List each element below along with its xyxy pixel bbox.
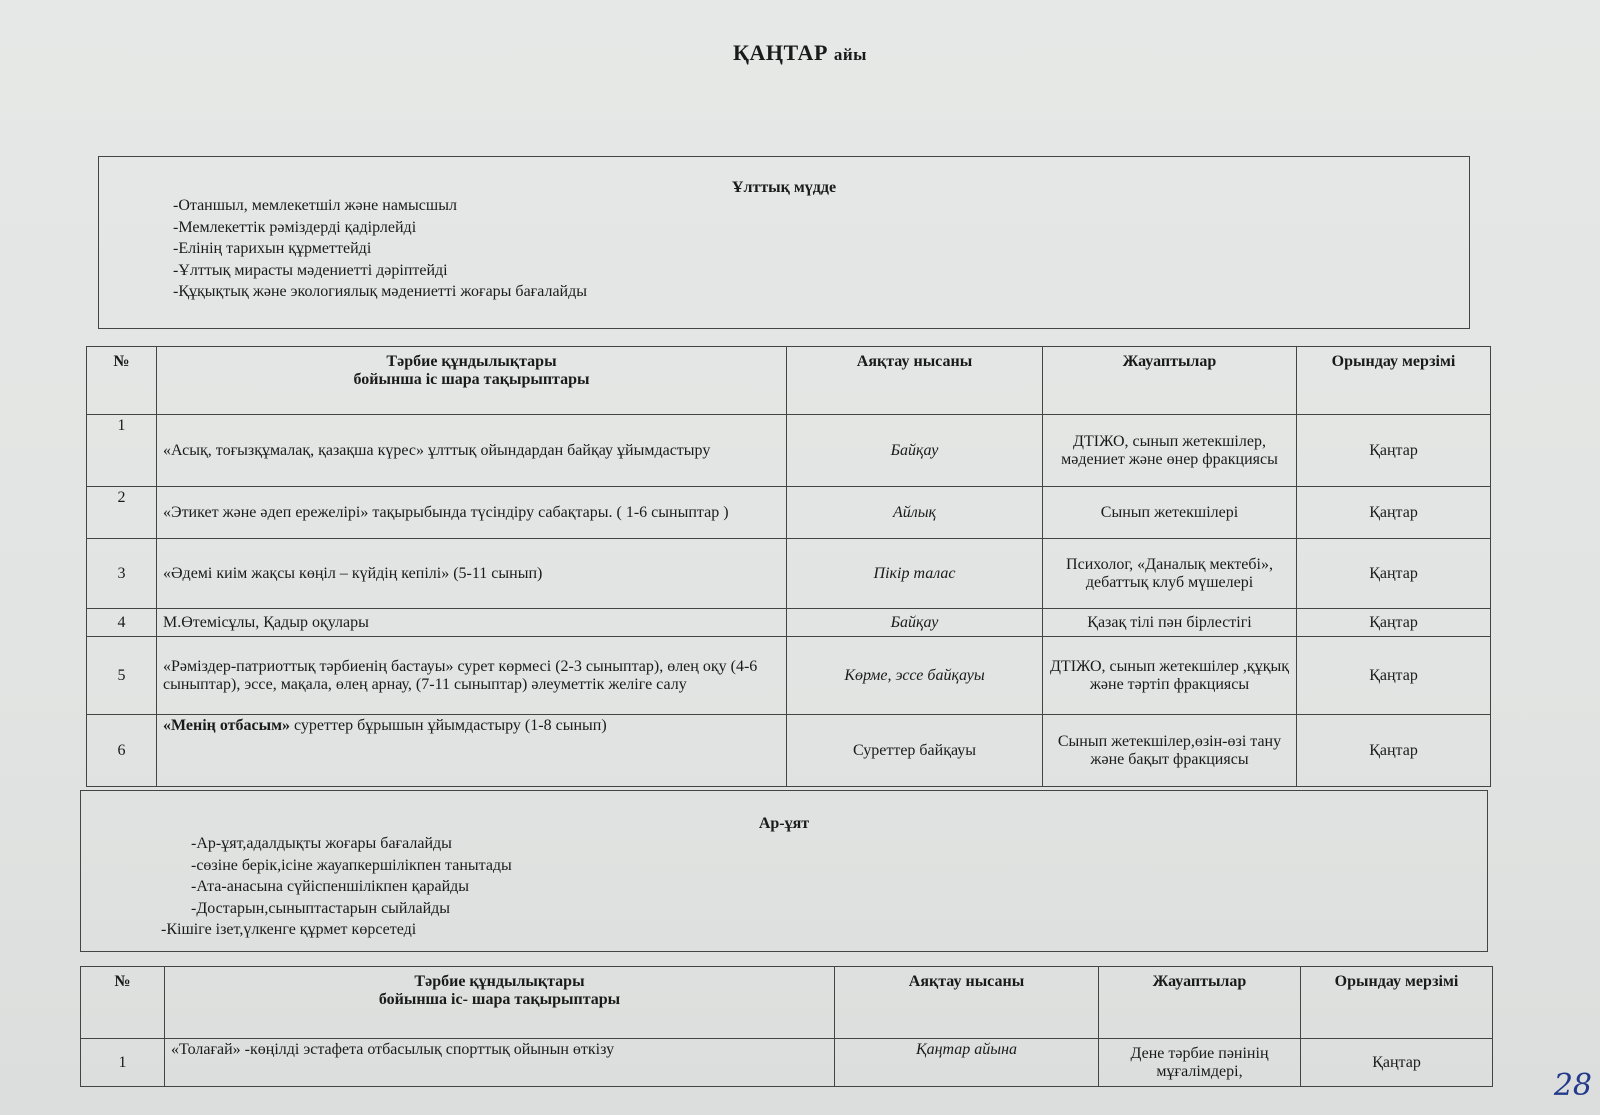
row-responsible: Сынып жетекшілер,өзін-өзі тану және бақыт фракциясы (1043, 715, 1297, 787)
row-form: Қаңтар айына (835, 1039, 1099, 1087)
header-topic-line2: бойынша іс- шара тақырыптары (378, 991, 621, 1008)
row-form: Пікір талас (787, 539, 1043, 609)
row-topic-rest: суреттер бұрышын ұйымдастыру (1-8 сынып) (290, 717, 607, 734)
value-line: -Мемлекеттік рәміздерді қадірлейді (173, 218, 417, 236)
table-row (87, 637, 1491, 715)
header-deadline: Орындау мерзімі (1301, 967, 1493, 1039)
section-heading: Ұлттық мүдде (731, 179, 837, 196)
value-line: -Кішіге ізет,үлкенге құрмет көрсетеді (161, 921, 417, 938)
value-line: -Құқықтық және экологиялық мәдениетті жоғары бағалайды (173, 283, 588, 300)
row-num: 5 (87, 637, 157, 715)
table-row (81, 1039, 1493, 1087)
events-table-1 (86, 346, 1491, 787)
value-line: -Ата-анасына сүйіспеншілікпен қарайды (191, 878, 470, 895)
header-num: № (87, 347, 157, 415)
row-topic: «Әдемі киім жақсы көңіл – күйдің кепілі» (5-11 сынып) (157, 539, 787, 609)
header-num: № (81, 967, 165, 1039)
row-responsible: ДТІЖО, сынып жетекшілер ,құқық және тәртіп фракциясы (1043, 637, 1297, 715)
row-form: Суреттер байқауы (787, 715, 1043, 787)
header-responsible: Жауаптылар (1099, 967, 1301, 1039)
row-topic: «Асық, тоғызқұмалақ, қазақша күрес» ұлттық ойындардан байқау ұйымдастыру (157, 415, 787, 487)
row-topic: «Толағай» -көңілді эстафета отбасылық спорттық ойынын өткізу (165, 1039, 835, 1087)
row-deadline: Қаңтар (1297, 715, 1491, 787)
row-deadline: Қаңтар (1301, 1039, 1493, 1087)
header-topic-line1: Тәрбие құндылықтары (414, 973, 585, 990)
value-line: -Достарын,сыныптастарын сыйлайды (191, 899, 451, 917)
row-deadline: Қаңтар (1297, 539, 1491, 609)
row-topic-bold: «Менің отбасым» (163, 717, 291, 734)
title-suffix: айы (833, 45, 867, 64)
value-line: -сөзіне берік,ісіне жауапкершілікпен танытады (191, 856, 512, 874)
header-responsible: Жауаптылар (1043, 347, 1297, 415)
section-heading: Ар-ұят (758, 815, 810, 832)
row-form: Байқау (787, 609, 1043, 637)
value-line: -Елінің тарихын құрметтейді (173, 240, 372, 257)
value-line: -Отаншыл, мемлекетшіл және намысшыл (173, 197, 457, 214)
title-month: ҚАҢТАР (733, 40, 828, 65)
value-line: -Ұлттық мирасты мәдениетті дәріптейді (173, 261, 448, 279)
header-topic-line1: Тәрбие құндылықтары (386, 353, 557, 370)
row-topic (157, 715, 787, 787)
row-deadline: Қаңтар (1297, 487, 1491, 539)
table-row (87, 487, 1491, 539)
row-num: 3 (87, 539, 157, 609)
row-form: Айлық (787, 487, 1043, 539)
row-topic: М.Өтемісұлы, Қадыр оқулары (157, 609, 787, 637)
row-topic: «Этикет және әдеп ережелірі» тақырыбында түсіндіру сабақтары. ( 1-6 сыныптар ) (157, 487, 787, 539)
section-conscience (80, 790, 1488, 952)
table-row (87, 715, 1491, 787)
table-row (87, 609, 1491, 637)
header-topic-line2: бойынша іс шара тақырыптары (353, 371, 590, 388)
row-responsible: Психолог, «Даналық мектебі», дебаттық клуб мүшелері (1043, 539, 1297, 609)
row-deadline: Қаңтар (1297, 415, 1491, 487)
header-form: Аяқтау нысаны (787, 347, 1043, 415)
value-line: -Ар-ұят,адалдықты жоғары бағалайды (191, 835, 452, 852)
row-responsible: Дене тәрбие пәнінің мұғалімдері, (1099, 1039, 1301, 1087)
row-num: 1 (87, 415, 157, 487)
header-topic (157, 347, 787, 415)
table-header-row (81, 967, 1493, 1039)
row-form: Көрме, эссе байқауы (787, 637, 1043, 715)
table-row (87, 539, 1491, 609)
header-topic (165, 967, 835, 1039)
row-deadline: Қаңтар (1297, 637, 1491, 715)
row-form: Байқау (787, 415, 1043, 487)
header-form: Аяқтау нысаны (835, 967, 1099, 1039)
page-title (0, 40, 1600, 66)
row-responsible: ДТІЖО, сынып жетекшілер, мәдениет және өнер фракциясы (1043, 415, 1297, 487)
row-responsible: Қазақ тілі пән бірлестігі (1043, 609, 1297, 637)
events-table-2 (80, 966, 1493, 1087)
table-header-row (87, 347, 1491, 415)
row-responsible: Сынып жетекшілері (1043, 487, 1297, 539)
row-num: 6 (87, 715, 157, 787)
row-deadline: Қаңтар (1297, 609, 1491, 637)
row-num: 4 (87, 609, 157, 637)
row-num: 2 (87, 487, 157, 539)
table-row (87, 415, 1491, 487)
section-national-interest (98, 156, 1470, 329)
header-deadline: Орындау мерзімі (1297, 347, 1491, 415)
row-topic: «Рәміздер-патриоттық тәрбиенің бастауы» сурет көрмесі (2-3 сыныптар), өлең оқу (4-6 сыныптар), эссе, мақала, өлең арнау, (7-11 сыныптар) әлеуметтік желіге салу (157, 637, 787, 715)
page-number: 28 (1553, 1068, 1592, 1103)
row-num: 1 (81, 1039, 165, 1087)
